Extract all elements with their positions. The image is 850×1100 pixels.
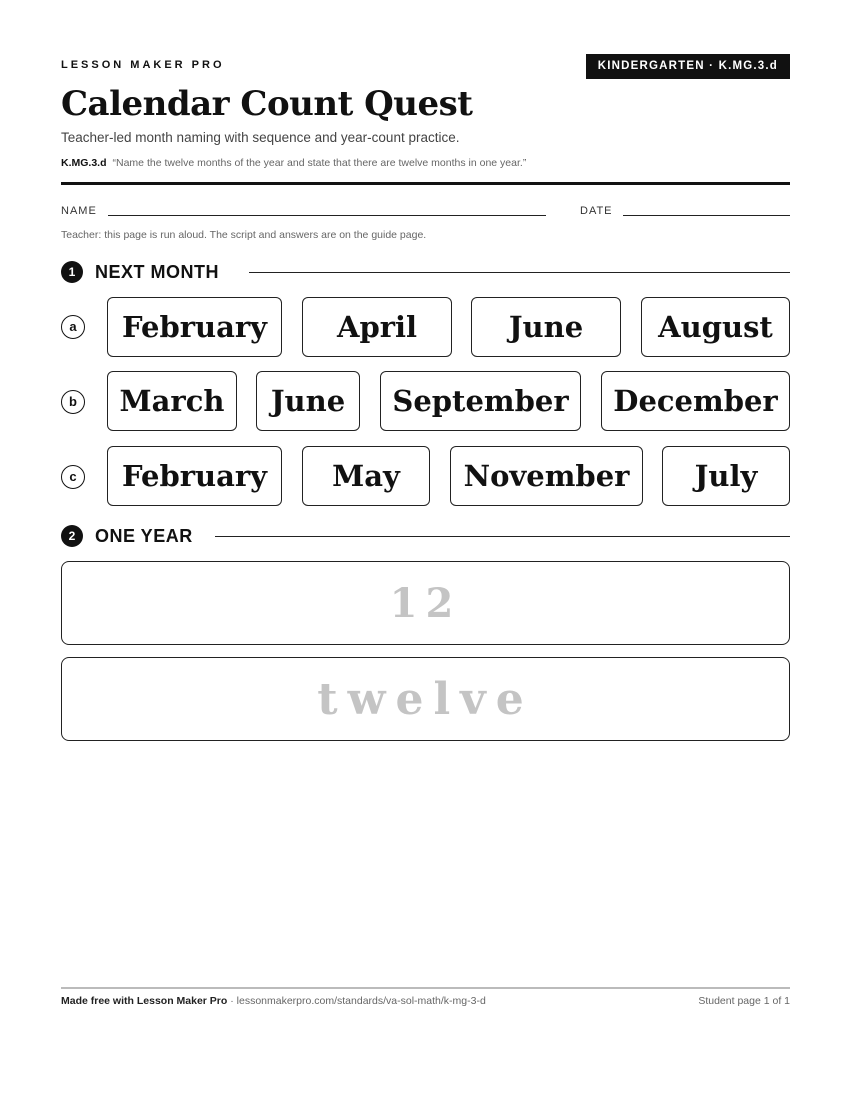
month-card[interactable]: April <box>302 297 452 357</box>
month-card[interactable]: July <box>662 446 790 506</box>
standard-line <box>61 157 526 169</box>
worksheet-page <box>61 0 790 1100</box>
footer-made-with: Made free with Lesson Maker Pro <box>61 995 228 1007</box>
worksheet-subtitle: Teacher-led month naming with sequence and year-count practice. <box>61 130 460 145</box>
month-card[interactable]: February <box>107 297 282 357</box>
row-label-b: b <box>61 390 85 414</box>
standard-quote: “Name the twelve months of the year and state that there are twelve months in one year.” <box>112 157 527 169</box>
standard-code: K.MG.3.d <box>61 157 107 169</box>
section-one-year-header <box>61 524 790 548</box>
section-rule <box>249 272 790 273</box>
month-card[interactable]: September <box>380 371 581 431</box>
month-card[interactable]: August <box>641 297 790 357</box>
answer-number-box[interactable]: 12 <box>61 561 790 645</box>
month-card[interactable]: June <box>471 297 621 357</box>
worksheet-title: Calendar Count Quest <box>61 84 473 124</box>
date-field[interactable] <box>623 215 790 216</box>
header-divider <box>61 182 790 185</box>
answer-word-box[interactable]: twelve <box>61 657 790 741</box>
name-field[interactable] <box>108 215 546 216</box>
month-card[interactable]: December <box>601 371 790 431</box>
row-label-c: c <box>61 465 85 489</box>
month-card[interactable]: May <box>302 446 430 506</box>
month-card[interactable]: February <box>107 446 282 506</box>
footer-url: · lessonmakerpro.com/standards/va-sol-math/k-mg-3-d <box>227 995 486 1007</box>
month-card[interactable]: June <box>256 371 360 431</box>
month-card[interactable]: March <box>107 371 237 431</box>
grade-standard-badge: KINDERGARTEN · K.MG.3.d <box>586 54 790 79</box>
section-title: ONE YEAR <box>95 526 193 546</box>
teacher-note: Teacher: this page is run aloud. The script and answers are on the guide page. <box>61 229 427 241</box>
section-number: 2 <box>61 525 83 547</box>
footer-page-number: Student page 1 of 1 <box>698 995 790 1007</box>
section-rule <box>215 536 790 537</box>
row-label-a: a <box>61 315 85 339</box>
month-card[interactable]: November <box>450 446 643 506</box>
section-title: NEXT MONTH <box>95 262 219 282</box>
brand-name: LESSON MAKER PRO <box>61 59 225 71</box>
footer-credit <box>61 995 486 1007</box>
section-next-month-header <box>61 260 790 284</box>
footer-divider <box>61 987 790 989</box>
section-number: 1 <box>61 261 83 283</box>
name-label: NAME <box>61 205 97 217</box>
date-label: DATE <box>580 205 613 217</box>
